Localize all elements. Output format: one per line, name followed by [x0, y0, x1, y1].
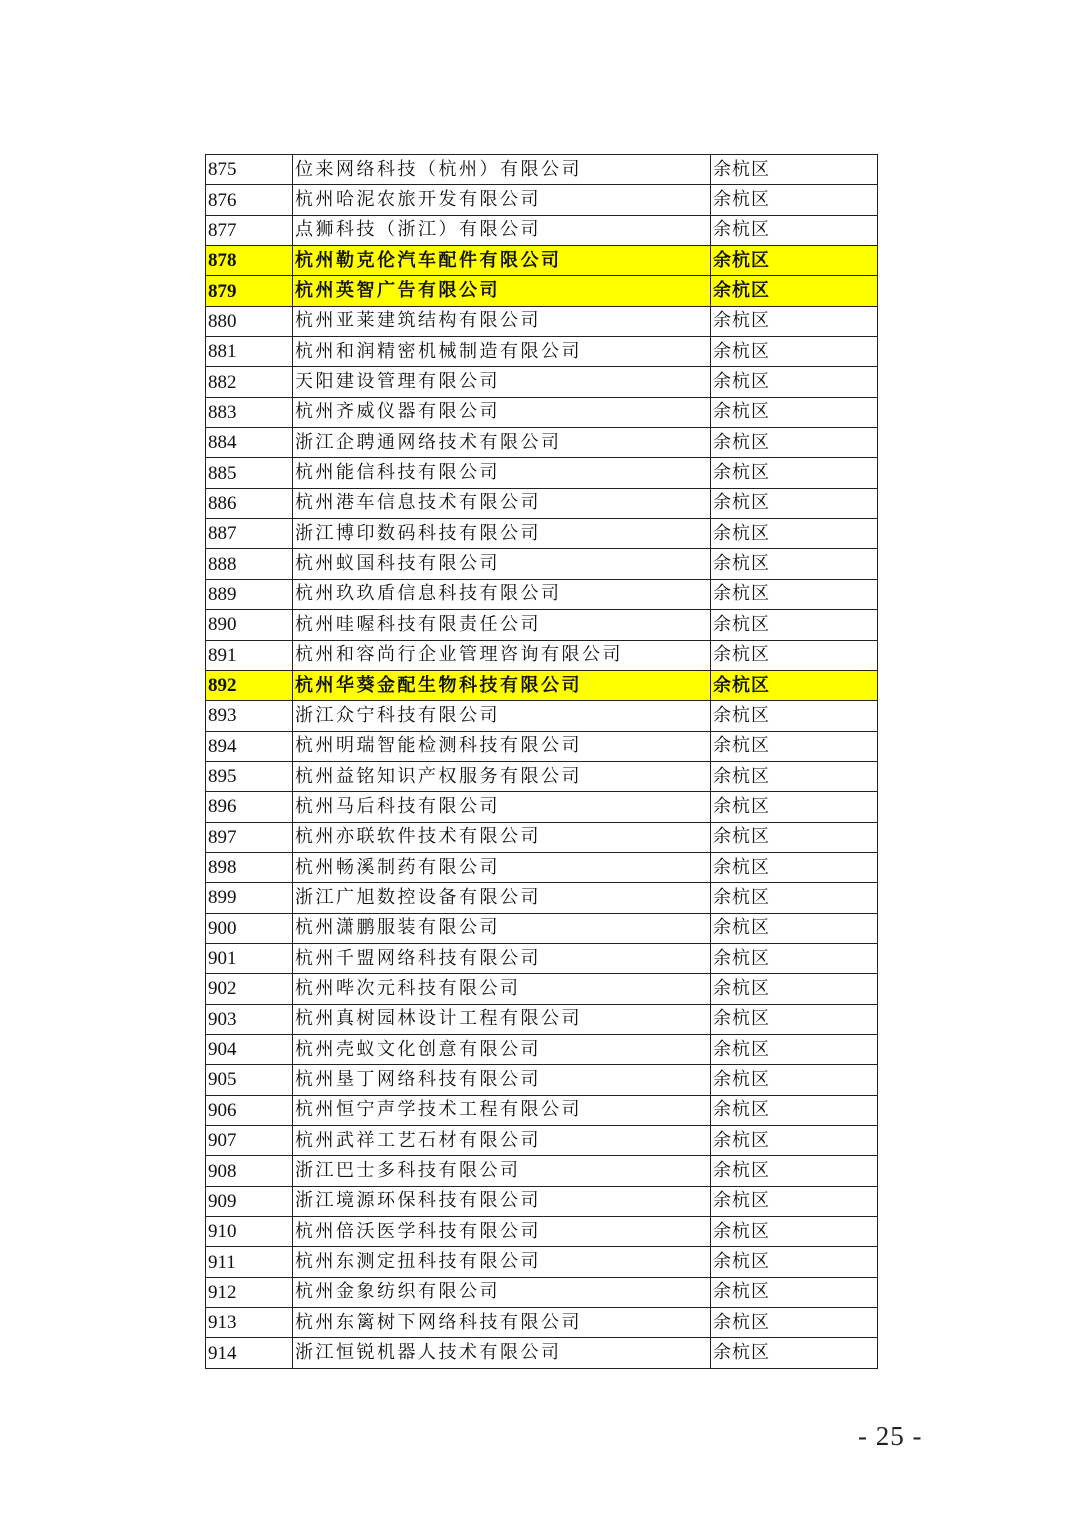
- row-number: 875: [206, 155, 293, 185]
- district-name: 余杭区: [711, 974, 878, 1004]
- row-number: 895: [206, 761, 293, 791]
- row-number: 903: [206, 1004, 293, 1034]
- table-row: [206, 246, 878, 276]
- district-name: 余杭区: [711, 1095, 878, 1125]
- district-name: 余杭区: [711, 1217, 878, 1247]
- table-row: [206, 215, 878, 245]
- table-row: [206, 1156, 878, 1186]
- company-name: 杭州和润精密机械制造有限公司: [293, 337, 711, 367]
- district-name: 余杭区: [711, 610, 878, 640]
- row-number: 914: [206, 1338, 293, 1368]
- row-number: 882: [206, 367, 293, 397]
- district-name: 余杭区: [711, 458, 878, 488]
- company-name: 杭州亚莱建筑结构有限公司: [293, 306, 711, 336]
- district-name: 余杭区: [711, 761, 878, 791]
- company-name: 杭州真树园林设计工程有限公司: [293, 1004, 711, 1034]
- row-number: 905: [206, 1065, 293, 1095]
- row-number: 881: [206, 337, 293, 367]
- table-row: [206, 185, 878, 215]
- row-number: 878: [206, 246, 293, 276]
- row-number: 876: [206, 185, 293, 215]
- company-name: 杭州蚁国科技有限公司: [293, 549, 711, 579]
- table-row: [206, 1095, 878, 1125]
- company-name: 天阳建设管理有限公司: [293, 367, 711, 397]
- table-row: [206, 883, 878, 913]
- row-number: 890: [206, 610, 293, 640]
- district-name: 余杭区: [711, 1004, 878, 1034]
- table-row: [206, 943, 878, 973]
- company-name: 杭州恒宁声学技术工程有限公司: [293, 1095, 711, 1125]
- district-name: 余杭区: [711, 337, 878, 367]
- table-row: [206, 1338, 878, 1368]
- company-name: 杭州垦丁网络科技有限公司: [293, 1065, 711, 1095]
- table-row: [206, 276, 878, 306]
- district-name: 余杭区: [711, 1338, 878, 1368]
- row-number: 904: [206, 1034, 293, 1064]
- district-name: 余杭区: [711, 519, 878, 549]
- table-row: [206, 913, 878, 943]
- row-number: 912: [206, 1277, 293, 1307]
- table-row: [206, 1126, 878, 1156]
- district-name: 余杭区: [711, 215, 878, 245]
- table-row: [206, 974, 878, 1004]
- row-number: 893: [206, 701, 293, 731]
- company-name: 杭州东测定扭科技有限公司: [293, 1247, 711, 1277]
- district-name: 余杭区: [711, 185, 878, 215]
- company-name: 杭州壳蚁文化创意有限公司: [293, 1034, 711, 1064]
- row-number: 907: [206, 1126, 293, 1156]
- district-name: 余杭区: [711, 367, 878, 397]
- row-number: 899: [206, 883, 293, 913]
- table-row: [206, 822, 878, 852]
- district-name: 余杭区: [711, 883, 878, 913]
- district-name: 余杭区: [711, 1156, 878, 1186]
- row-number: 896: [206, 792, 293, 822]
- company-name: 浙江巴士多科技有限公司: [293, 1156, 711, 1186]
- row-number: 902: [206, 974, 293, 1004]
- row-number: 909: [206, 1186, 293, 1216]
- table-row: [206, 1308, 878, 1338]
- row-number: 879: [206, 276, 293, 306]
- row-number: 884: [206, 428, 293, 458]
- company-name: 杭州明瑞智能检测科技有限公司: [293, 731, 711, 761]
- district-name: 余杭区: [711, 640, 878, 670]
- table-row: [206, 761, 878, 791]
- company-name: 杭州港车信息技术有限公司: [293, 488, 711, 518]
- district-name: 余杭区: [711, 1308, 878, 1338]
- row-number: 885: [206, 458, 293, 488]
- row-number: 898: [206, 852, 293, 882]
- row-number: 888: [206, 549, 293, 579]
- district-name: 余杭区: [711, 1065, 878, 1095]
- company-name: 杭州亦联软件技术有限公司: [293, 822, 711, 852]
- company-name: 杭州马后科技有限公司: [293, 792, 711, 822]
- district-name: 余杭区: [711, 852, 878, 882]
- row-number: 897: [206, 822, 293, 852]
- company-name: 杭州勒克伦汽车配件有限公司: [293, 246, 711, 276]
- table-row: [206, 792, 878, 822]
- district-name: 余杭区: [711, 276, 878, 306]
- row-number: 910: [206, 1217, 293, 1247]
- row-number: 877: [206, 215, 293, 245]
- company-name: 杭州千盟网络科技有限公司: [293, 943, 711, 973]
- table-row: [206, 1034, 878, 1064]
- table-row: [206, 155, 878, 185]
- table-row: [206, 1277, 878, 1307]
- company-name: 杭州华葵金配生物科技有限公司: [293, 670, 711, 700]
- table-row: [206, 579, 878, 609]
- district-name: 余杭区: [711, 1277, 878, 1307]
- table-row: [206, 852, 878, 882]
- company-name: 位来网络科技（杭州）有限公司: [293, 155, 711, 185]
- district-name: 余杭区: [711, 155, 878, 185]
- table-row: [206, 731, 878, 761]
- company-name: 杭州武祥工艺石材有限公司: [293, 1126, 711, 1156]
- table-row: [206, 1065, 878, 1095]
- row-number: 908: [206, 1156, 293, 1186]
- district-name: 余杭区: [711, 670, 878, 700]
- district-name: 余杭区: [711, 488, 878, 518]
- table-row: [206, 549, 878, 579]
- district-name: 余杭区: [711, 246, 878, 276]
- company-name: 杭州倍沃医学科技有限公司: [293, 1217, 711, 1247]
- district-name: 余杭区: [711, 822, 878, 852]
- table-row: [206, 670, 878, 700]
- row-number: 911: [206, 1247, 293, 1277]
- company-name: 杭州哇喔科技有限责任公司: [293, 610, 711, 640]
- company-name: 杭州东篱树下网络科技有限公司: [293, 1308, 711, 1338]
- row-number: 892: [206, 670, 293, 700]
- district-name: 余杭区: [711, 731, 878, 761]
- table-row: [206, 367, 878, 397]
- table-row: [206, 306, 878, 336]
- company-name: 杭州英智广告有限公司: [293, 276, 711, 306]
- company-name: 浙江众宁科技有限公司: [293, 701, 711, 731]
- company-name: 浙江博印数码科技有限公司: [293, 519, 711, 549]
- company-table-body: [206, 155, 878, 1369]
- table-row: [206, 1004, 878, 1034]
- row-number: 891: [206, 640, 293, 670]
- table-row: [206, 428, 878, 458]
- company-name: 浙江广旭数控设备有限公司: [293, 883, 711, 913]
- table-row: [206, 701, 878, 731]
- company-name: 杭州和容尚行企业管理咨询有限公司: [293, 640, 711, 670]
- row-number: 900: [206, 913, 293, 943]
- row-number: 880: [206, 306, 293, 336]
- table-row: [206, 1247, 878, 1277]
- table-row: [206, 488, 878, 518]
- company-name: 杭州齐威仪器有限公司: [293, 397, 711, 427]
- district-name: 余杭区: [711, 1126, 878, 1156]
- district-name: 余杭区: [711, 306, 878, 336]
- district-name: 余杭区: [711, 943, 878, 973]
- table-row: [206, 1217, 878, 1247]
- company-name: 杭州畅溪制药有限公司: [293, 852, 711, 882]
- table-row: [206, 397, 878, 427]
- company-name: 杭州金象纺织有限公司: [293, 1277, 711, 1307]
- row-number: 913: [206, 1308, 293, 1338]
- table-row: [206, 337, 878, 367]
- company-name: 浙江恒锐机器人技术有限公司: [293, 1338, 711, 1368]
- district-name: 余杭区: [711, 397, 878, 427]
- row-number: 886: [206, 488, 293, 518]
- company-name: 点狮科技（浙江）有限公司: [293, 215, 711, 245]
- table-row: [206, 458, 878, 488]
- district-name: 余杭区: [711, 1034, 878, 1064]
- row-number: 906: [206, 1095, 293, 1125]
- district-name: 余杭区: [711, 549, 878, 579]
- company-name: 浙江企聘通网络技术有限公司: [293, 428, 711, 458]
- company-name: 杭州益铭知识产权服务有限公司: [293, 761, 711, 791]
- district-name: 余杭区: [711, 913, 878, 943]
- company-name: 杭州哔次元科技有限公司: [293, 974, 711, 1004]
- district-name: 余杭区: [711, 579, 878, 609]
- district-name: 余杭区: [711, 1247, 878, 1277]
- district-name: 余杭区: [711, 1186, 878, 1216]
- row-number: 889: [206, 579, 293, 609]
- district-name: 余杭区: [711, 428, 878, 458]
- table-row: [206, 519, 878, 549]
- company-name: 杭州能信科技有限公司: [293, 458, 711, 488]
- company-name: 杭州哈泥农旅开发有限公司: [293, 185, 711, 215]
- table-row: [206, 610, 878, 640]
- page-number: - 25 -: [858, 1421, 923, 1451]
- table-row: [206, 1186, 878, 1216]
- company-table: [205, 154, 878, 1369]
- row-number: 887: [206, 519, 293, 549]
- table-row: [206, 640, 878, 670]
- company-name: 杭州玖玖盾信息科技有限公司: [293, 579, 711, 609]
- row-number: 901: [206, 943, 293, 973]
- district-name: 余杭区: [711, 792, 878, 822]
- company-name: 浙江境源环保科技有限公司: [293, 1186, 711, 1216]
- row-number: 894: [206, 731, 293, 761]
- district-name: 余杭区: [711, 701, 878, 731]
- row-number: 883: [206, 397, 293, 427]
- company-name: 杭州潇鹏服装有限公司: [293, 913, 711, 943]
